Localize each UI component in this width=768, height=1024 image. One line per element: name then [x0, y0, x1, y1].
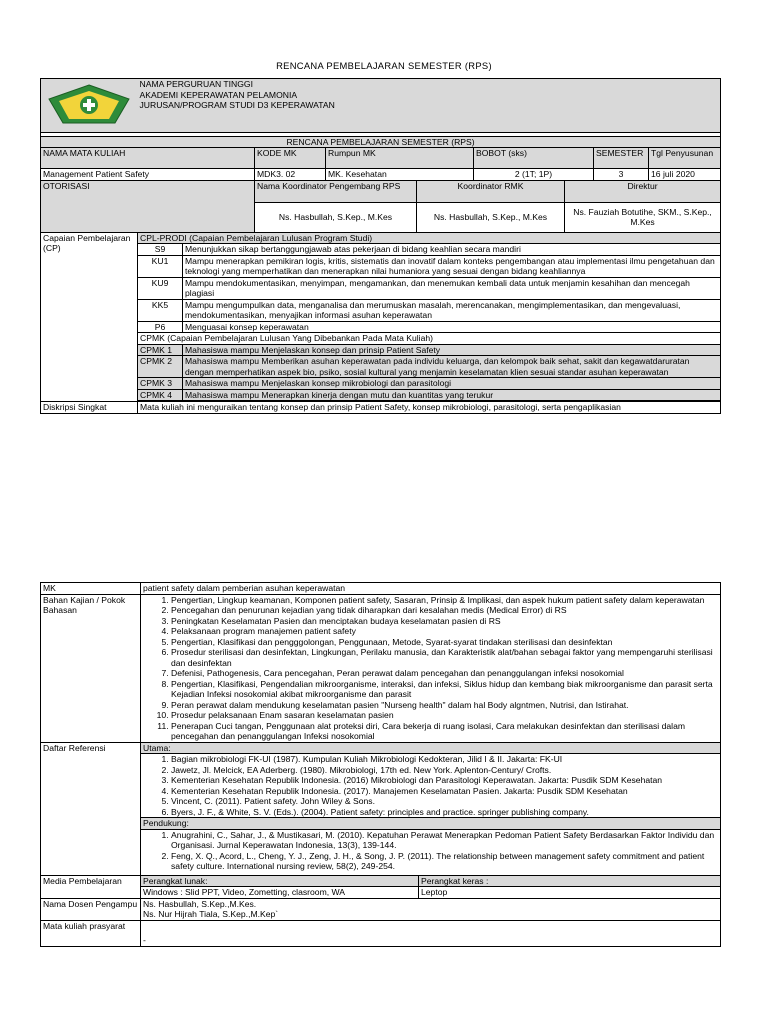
diskripsi-label: Diskripsi Singkat: [41, 402, 138, 414]
course-rumpun: MK. Kesehatan: [326, 169, 474, 181]
list-item: 2. Jawetz, Jl. Melcick, EA Aderberg. (1980). Mikrobiologi, 17th ed. New York. Aplenton-Century/ Crofts.: [171, 765, 718, 776]
institution-logo: [45, 83, 133, 125]
koordinator-name: Ns. Hasbullah, S.Kep., M.Kes: [278, 211, 393, 222]
rps-title: RENCANA PEMBELAJARAN SEMESTER (RPS): [41, 136, 721, 148]
cpl-code: KK5: [138, 299, 183, 321]
keras-label: Perangkat keras :: [419, 875, 721, 887]
col-kode-mk: KODE MK: [255, 148, 326, 169]
cpmk-code: CPMK 1: [138, 344, 183, 356]
list-item: 8. Pengertian, Klasifikasi, Pengendalian mikroorganisme, interaksi, dan infeksi, Siklus hidup dan kembang biak mikroorganisme dan parasit serta Kejadian Infeksi nosokomial akibat mikroorganisme dan parasit: [171, 679, 718, 700]
prasyarat-value: -: [141, 920, 721, 946]
mk-label: MK: [41, 583, 141, 595]
direktur-label: Direktur: [565, 180, 721, 202]
list-item: 3. Kementerian Kesehatan Republik Indonesia. (2016) Mikrobiologi dan Parasitologi Keperawatan. Jakarta: Pusdik SDM Kesehatan: [171, 775, 718, 786]
cpmk-code: CPMK 3: [138, 378, 183, 390]
cpl-text: Menunjukkan sikap bertanggungjawab atas pekerjaan di bidang keahlian secara mandiri: [183, 244, 721, 256]
bahan-list: [143, 595, 718, 742]
cp-label: Capaian Pembelajaran (CP): [41, 232, 138, 402]
col-semester: SEMESTER: [594, 148, 649, 169]
institution-label: NAMA PERGURUAN TINGGI: [139, 79, 253, 89]
diskripsi-text: Mata kuliah ini menguraikan tentang konsep dan prinsip Patient Safety, konsep mikrobiologi, parasitologi, serta pengaplikasian: [138, 402, 721, 414]
pendukung-label: Pendukung:: [141, 818, 721, 830]
koordinator-label: Nama Koordinator Pengembang RPS: [255, 180, 417, 202]
list-item: 5. Pengertian, Klasifikasi dan pengggolongan, Penggunaan, Metode, Syarat-syarat tindakan sterilisasi dan desinfektan: [171, 637, 718, 648]
list-item: 10. Prosedur pelaksanaan Enam sasaran keselamatan pasien: [171, 710, 718, 721]
cpl-code: KU1: [138, 255, 183, 277]
lunak-label: Perangkat lunak:: [141, 875, 419, 887]
list-item: 1. Anugrahini, C., Sahar, J., & Mustikasari, M. (2010). Kepatuhan Perawat Menerapkan Pedoman Patient Safety Berdasarkan Faktor Individu dan Organisasi. Jurnal Keperawatan Indonesia, 13(3), 139-144.: [171, 830, 718, 851]
col-rumpun-mk: Rumpun MK: [326, 148, 474, 169]
document-title: RENCANA PEMBELAJARAN SEMESTER (RPS): [276, 60, 492, 71]
institution-name: AKADEMI KEPERAWATAN PELAMONIA: [139, 89, 298, 100]
cpl-text: Mampu mendokumentasikan, menyimpan, mengamankan, dan menemukan kembali data untuk menjamin kesahihan dan mencegah plagiasi: [183, 277, 721, 299]
list-item: 2. Feng, X. Q., Acord, L., Cheng, Y. J., Zeng, J. H., & Song, J. P. (2011). The relationship between management safety commitment and patient safety culture. International nursing review, 58(2), 249-254.: [171, 851, 718, 872]
bahan-label: Bahan Kajian / Pokok Bahasan: [41, 594, 141, 742]
dosen-name: Ns. Hasbullah, S.Kep.,M.Kes.: [143, 898, 257, 909]
list-item: 9. Peran perawat dalam mendukung keselamatan pasien "Nurseng health" dalam hal Body algntmen, Nutrisi, dan Istirahat.: [171, 700, 718, 711]
list-item: 5. Vincent, C. (2011). Patient safety. John Wiley & Sons.: [171, 796, 718, 807]
dosen-name: Ns. Nur Hijrah Tiala, S.Kep.,M.Kep`: [143, 909, 279, 919]
list-item: 7. Defenisi, Pathogenesis, Cara pencegahan, Peran perawat dalam pencegahan dan penanggulangan infeksi nosokomial: [171, 668, 718, 679]
utama-label: Utama:: [141, 742, 721, 754]
media-label: Media Pembelajaran: [41, 875, 141, 898]
dosen-label: Nama Dosen Pengampu: [41, 898, 141, 920]
col-nama-mk: NAMA MATA KULIAH: [41, 148, 255, 169]
cpl-header: CPL-PRODI (Capaian Pembelajaran Lulusan Program Studi): [138, 232, 721, 244]
col-bobot: BOBOT (sks): [474, 148, 594, 169]
cpl-text: Mampu mengumpulkan data, menganalisa dan merumuskan masalah, merencanakan, mengimplementasikan, dan mengevaluasi, mendokumentasikan, menyajikan informasi asuhan keperawatan: [183, 299, 721, 321]
list-item: 1. Pengertian, Lingkup keamanan, Komponen patient safety, Sasaran, Prinsip & Implikasi, dan aspek hukum patient safety dalam keperawatan: [171, 595, 718, 606]
cpmk-code: CPMK 2: [138, 356, 183, 378]
keras-value: Leptop: [419, 887, 721, 899]
cpl-text: Mampu menerapkan pemikiran logis, kritis, sistematis dan inovatif dalam konteks pengembangan atau implementasi ilmu pengetahuan dan teknologi yang memperhatikan dan menerapkan nilai humaniora yang sesuai dengan bidang keahliannya: [183, 255, 721, 277]
cpl-code: P6: [138, 321, 183, 333]
list-item: 3. Peningkatan Keselamatan Pasien dan menciptakan budaya keselamatan pasien di RS: [171, 616, 718, 627]
rps-header-table: [40, 78, 721, 414]
cpmk-text: Mahasiswa mampu Menjelaskan konsep dan prinsip Patient Safety: [183, 344, 721, 356]
cpmk-text: Mahasiswa mampu Memberikan asuhan keperawatan pada individu keluarga, dan kelompok baik sehat, sakit dan kegawatdaruratan dengan memperhatikan aspek bio, psiko, sosial kultural yang menjamin keselamatan klien sesuai standar asuhan keperawatan: [183, 356, 721, 378]
cpl-text: Menguasai konsep keperawatan: [183, 321, 721, 333]
list-item: 11. Penerapan Cuci tangan, Penggunaan alat proteksi diri, Cara bekerja di ruang isolasi, Cara melakukan desinfektan dan sterilisasi dalam pencegahan dan penanggulangan Infeksi nosokomial: [171, 721, 718, 742]
course-code: MDK3. 02: [255, 169, 326, 181]
course-date: 16 juli 2020: [649, 169, 721, 181]
list-item: 6. Byers, J. F., & White, S. V. (Eds.). (2004). Patient safety: principles and practice. springer publishing company.: [171, 807, 718, 818]
cpmk-text: Mahasiswa mampu Menjelaskan konsep mikrobiologi dan parasitologi: [183, 378, 721, 390]
otorisasi-label: OTORISASI: [41, 180, 255, 232]
direktur-name: Ns. Fauziah Botutihe, SKM., S.Kep., M.Kes: [573, 206, 712, 227]
list-item: 2. Pencegahan dan penurunan kejadian yang tidak diharapkan dari kesalahan medis (Medical Error) di RS: [171, 605, 718, 616]
cpmk-header: CPMK (Capaian Pembelajaran Lulusan Yang Dibebankan Pada Mata Kuliah): [138, 333, 721, 345]
col-tgl: Tgl Penyusunan: [649, 148, 721, 169]
ref-label: Daftar Referensi: [41, 742, 141, 875]
course-name: Management Patient Safety: [41, 169, 255, 181]
utama-list: [143, 754, 718, 817]
cpmk-code: CPMK 4: [138, 389, 183, 401]
prasyarat-label: Mata kuliah prasyarat: [41, 920, 141, 946]
program-name: JURUSAN/PROGRAM STUDI D3 KEPERAWATAN: [139, 100, 335, 110]
mk-text: patient safety dalam pemberian asuhan keperawatan: [141, 583, 721, 595]
lunak-value: Windows : Slid PPT, Video, Zometting, clasroom, WA: [141, 887, 419, 899]
course-semester: 3: [594, 169, 649, 181]
rps-detail-table: [40, 582, 721, 947]
list-item: 4. Pelaksanaan program manajemen patient safety: [171, 626, 718, 637]
pendukung-list: [143, 830, 718, 872]
cpl-code: KU9: [138, 277, 183, 299]
list-item: 6. Prosedur sterilisasi dan desinfektan, Lingkungan, Perilaku manusia, dan Karakteristik alat/bahan sebagai faktor yang mempengaruhi sterilisasi dan desinfektan: [171, 647, 718, 668]
rmk-label: Koordinator RMK: [417, 180, 565, 202]
cpmk-text: Mahasiswa mampu Menerapkan kinerja dengan mutu dan kuantitas yang terukur: [183, 389, 721, 401]
cpl-code: S9: [138, 244, 183, 256]
logo-cell: [41, 79, 138, 133]
list-item: 4. Kementerian Kesehatan Republik Indonesia. (2017). Manajemen Keselamatan Pasien. Jakarta: Pusdik SDM Kesehatan: [171, 786, 718, 797]
rmk-name: Ns. Hasbullah, S.Kep., M.Kes: [433, 211, 548, 222]
list-item: 1. Bagian mikrobiologi FK-UI (1987). Kumpulan Kuliah Mikrobiologi Kedokteran, Jilid I & II. Jakarta: FK-UI: [171, 754, 718, 765]
course-bobot: 2 (1T; 1P): [474, 169, 594, 181]
